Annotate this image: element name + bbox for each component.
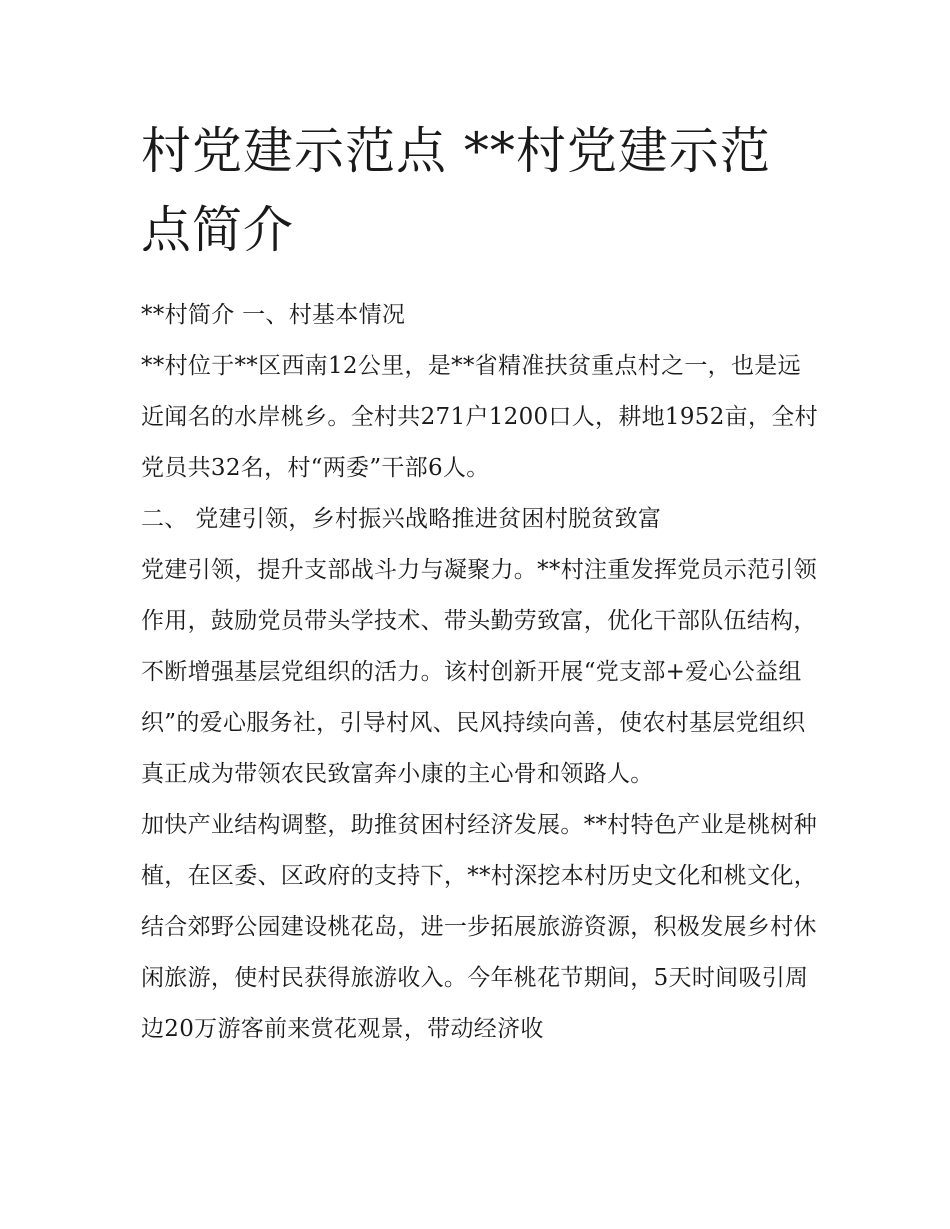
section-heading-party-leadership: 二、 党建引领，乡村振兴战略推进贫困村脱贫致富 [141, 506, 662, 532]
section-heading-basic-info: **村简介 一、村基本情况 [141, 302, 406, 328]
paragraph-party-branch: 党建引领，提升支部战斗力与凝聚力。**村注重发挥党员示范引领作用，鼓励党员带头学技术、带头勤劳致富，优化干部队伍结构，不断增强基层党组织的活力。该村创新开展“党支部+爱心公益组织”的爱心服务社，引导村风、民风持续向善，使农村基层党组织真正成为带领农民致富奔小康的主心骨和领路人。 [141, 557, 817, 787]
document-page [141, 112, 821, 1055]
document-title: 村党建示范点 **村党建示范点简介 [141, 122, 771, 259]
paragraph-industry-adjustment: 加快产业结构调整，助推贫困村经济发展。**村特色产业是桃树种植，在区委、区政府的支持下，**村深挖本村历史文化和桃文化，结合郊野公园建设桃花岛，进一步拓展旅游资源，积极发展乡村休闲旅游，使村民获得旅游收入。今年桃花节期间，5天时间吸引周边20万游客前来赏花观景，带动经济收 [141, 812, 817, 1042]
paragraph-village-overview: **村位于**区西南12公里，是**省精准扶贫重点村之一，也是远近闻名的水岸桃乡。全村共271户1200口人，耕地1952亩，全村党员共32名，村“两委”干部6人。 [141, 353, 818, 481]
